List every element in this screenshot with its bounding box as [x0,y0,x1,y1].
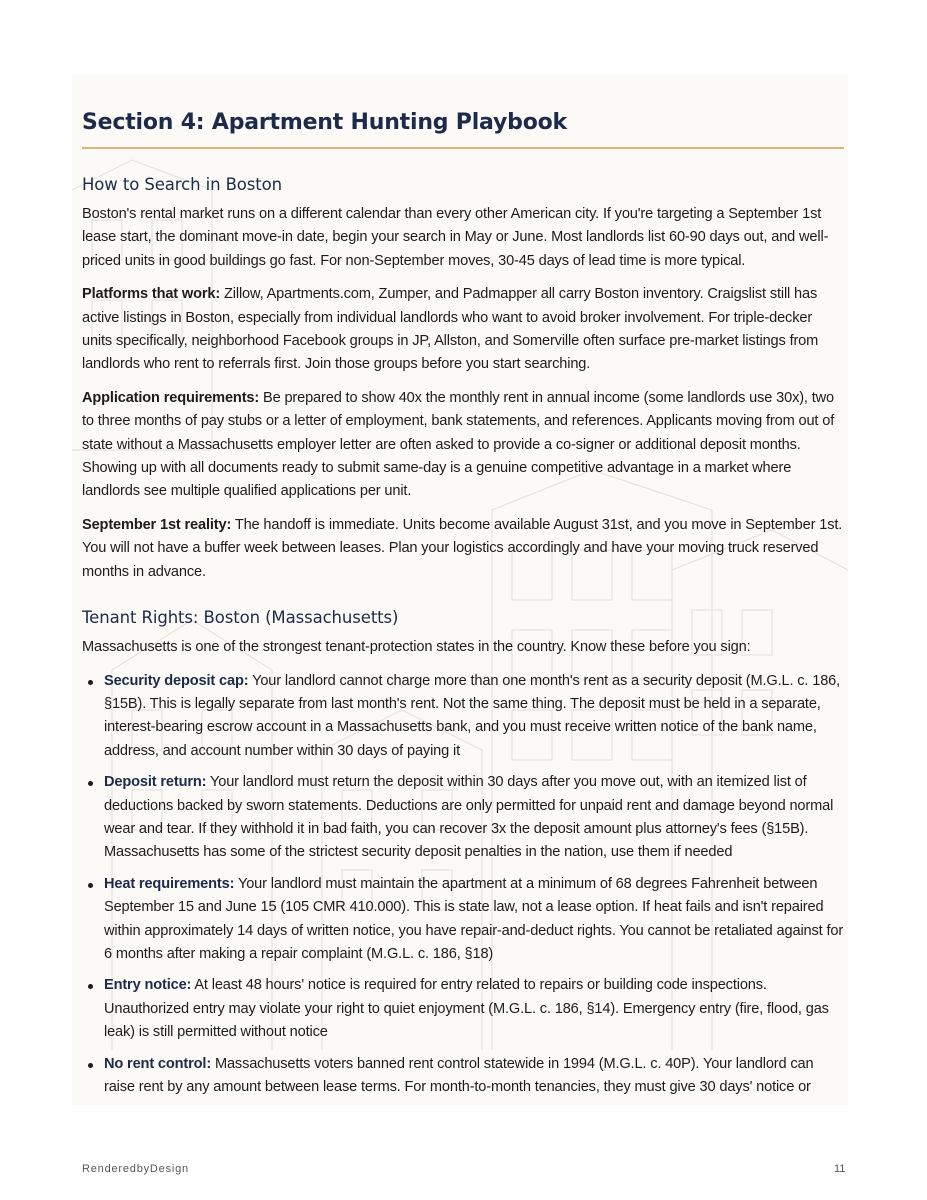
bullet-icon [88,680,93,685]
list-item-deposit-return [82,771,844,865]
application-paragraph [82,387,844,504]
platforms-label: Platforms that work: [82,286,221,303]
application-label: Application requirements: [82,389,260,406]
bullet-icon [88,781,93,786]
rights-intro-paragraph: Massachusetts is one of the strongest tenant-protection states in the country. Know these before you sign: [82,639,751,656]
list-item-security-deposit [82,670,844,764]
list-item-entry-notice [82,974,844,1044]
september-paragraph [82,514,844,584]
list-item-text: Your landlord must maintain the apartment at a minimum of 68 degrees Fahrenheit between September 15 and June 15 (105 CMR 410.000). This is state law, not a lease option. If heat fails and isn't repaired within approximately 14 days of written notice, you have repair-and-deduct rights. You cannot be retaliated against for 6 months after making a repair complaint (M.G.L. c. 186, §18) [104,875,844,962]
list-item-label: No rent control: [104,1055,212,1072]
september-label: September 1st reality: [82,516,232,533]
platforms-paragraph [82,283,844,377]
bullet-icon [88,984,93,989]
list-item-label: Entry notice: [104,977,192,994]
page-content [82,110,844,1099]
bullet-icon [88,1063,93,1068]
bullet-icon [88,883,93,888]
list-item-label: Heat requirements: [104,875,235,892]
list-item-heat-requirements [82,873,844,967]
platforms-text: Zillow, Apartments.com, Zumper, and Padmapper all carry Boston inventory. Craigslist still has active listings in Boston, especially from individual landlords who want to avoid broker involvement. For triple-decker units specifically, neighborhood Facebook groups in JP, Allston, and Somerville often surface pre-market listings from landlords who rent to referrals first. Join those groups before you start searching. [82,286,819,373]
list-item-label: Security deposit cap: [104,672,249,689]
list-item-label: Deposit return: [104,774,207,791]
rights-heading: Tenant Rights: Boston (Massachusetts) [82,608,399,628]
application-text: Be prepared to show 40x the monthly rent in annual income (some landlords use 30x), two to three months of pay stubs or a letter of employment, bank statements, and references. Applicants moving from out of state without a Massachusetts employer letter are often asked to provide a co-signer or additional deposit months. Showing up with all documents ready to submit same-day is a genuine competitive advantage in a market where landlords see multiple qualified applications per unit. [82,389,835,500]
list-item-no-rent-control [82,1053,844,1100]
page-title: Section 4: Apartment Hunting Playbook [82,110,844,149]
september-text: The handoff is immediate. Units become available August 31st, and you move in September 1st. You will not have a buffer week between leases. Plan your logistics accordingly and have your moving truck reserved months in advance. [82,516,843,580]
search-heading: How to Search in Boston [82,175,283,194]
list-item-text: Your landlord must return the deposit within 30 days after you move out, with an itemized list of deductions backed by sworn statements. Deductions are only permitted for unpaid rent and damage beyond normal wear and tear. If they withhold it in bad faith, you can recover 3x the deposit amount plus attorney's fees (§15B). Massachusetts has some of the strictest security deposit penalties in the nation, use them if needed [104,774,834,861]
page-number: 11 [834,1163,846,1175]
list-item-text: Massachusetts voters banned rent control statewide in 1994 (M.G.L. c. 40P). Your landlord can raise rent by any amount between lease terms. For month-to-month tenancies, they must give 30 days' notice or [104,1055,814,1095]
rights-list [82,670,844,1100]
list-item-text: Your landlord cannot charge more than one month's rent as a security deposit (M.G.L. c. 186, §15B). This is legally separate from last month's rent. Not the same thing. The deposit must be held in a separate, interest-bearing escrow account in a Massachusetts bank, and you must receive written notice of the bank name, address, and account number within 30 days of paying it [104,672,841,759]
footer-brand: RenderedbyDesign [82,1163,189,1175]
list-item-text: At least 48 hours' notice is required for entry related to repairs or building code inspections. Unauthorized entry may violate your right to quiet enjoyment (M.G.L. c. 186, §14). Emergency entry (fire, flood, gas leak) is still permitted without notice [104,977,829,1041]
search-intro-paragraph: Boston's rental market runs on a different calendar than every other American city. If you're targeting a September 1st lease start, the dominant move-in date, begin your search in May or June. Most landlords list 60-90 days out, and well-priced units in good buildings go fast. For non-September moves, 30-45 days of lead time is more typical. [82,206,829,269]
